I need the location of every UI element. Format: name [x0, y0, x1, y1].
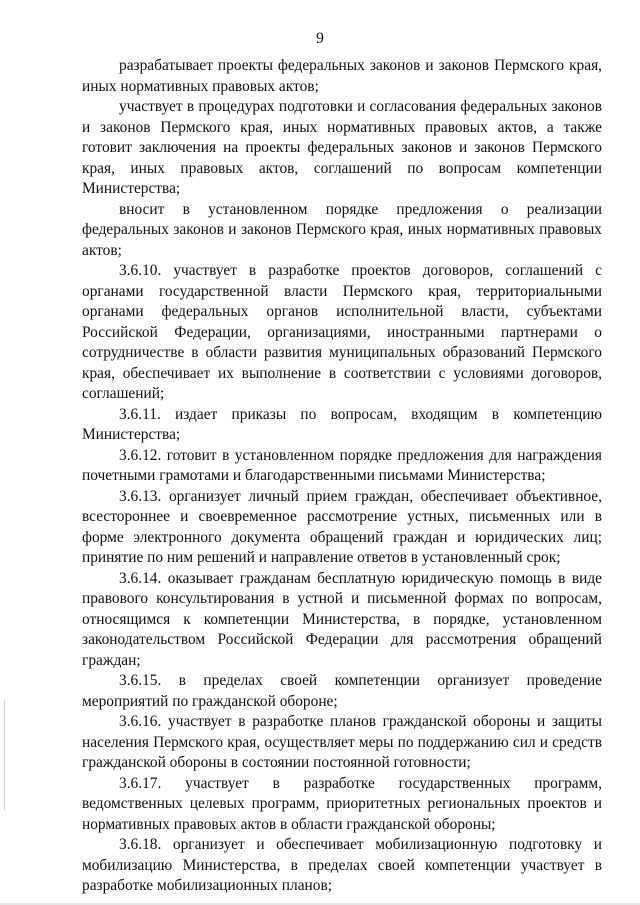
scan-edge-mark — [4, 700, 5, 810]
paragraph: участвует в процедурах подготовки и согласования федеральных законов и законов Пермского края, иных нормативных правовых актов, а также готовит заключения на проекты федеральных законов и законов Пермского края, иных правовых актов, соглашений по вопросам компетенции Министерства; — [82, 98, 602, 197]
paragraph: вносит в установленном порядке предложения о реализации федеральных законов и законов Пермского края, иных нормативных правовых актов; — [82, 200, 602, 259]
paragraph: 3.6.12. готовит в установленном порядке предложения для награждения почетными грамотами и благодарственными письмами Министерства; — [82, 446, 602, 484]
paragraph: разрабатывает проекты федеральных законов и законов Пермского края, иных нормативных правовых актов; — [82, 57, 602, 95]
page-number: 9 — [316, 30, 324, 47]
paragraph: 3.6.18. организует и обеспечивает мобилизационную подготовку и мобилизацию Министерства, в пределах своей компетенции участвует в разработке мобилизационных планов; — [82, 836, 602, 894]
paragraph: 3.6.16. участвует в разработке планов гражданской обороны и защиты населения Пермского края, осуществляет меры по поддержанию сил и средств гражданской обороны в состоянии постоянной готовности; — [82, 713, 602, 771]
paragraph: 3.6.17. участвует в разработке государственных программ, ведомственных целевых программ, приоритетных региональных проектов и нормативных правовых актов в области гражданской обороны; — [82, 774, 602, 833]
paragraph: 3.6.11. издает приказы по вопросам, входящим в компетенцию Министерства; — [82, 405, 602, 443]
paragraph: 3.6.10. участвует в разработке проектов договоров, соглашений с органами государственной власти Пермского края, территориальными органами федеральных органов исполнительной власти, субъектами Российской Федерации, организациями, иностранными партнерами о сотрудничестве в области развития муниципальных образований Пермского края, обеспечивает их выполнение в соответствии с условиями договоров, соглашений; — [82, 262, 602, 402]
paragraph: 3.6.14. оказывает гражданам бесплатную юридическую помощь в виде правового консультирования в устной и письменной формах по вопросам, относящимся к компетенции Министерства, в порядке, установленном законодательством Российской Федерации для рассмотрения обращений граждан; — [82, 569, 602, 669]
paragraph: 3.6.15. в пределах своей компетенции организует проведение мероприятий по гражданской обороне; — [82, 672, 602, 710]
document-body — [82, 56, 602, 897]
paragraph: 3.6.13. организует личный прием граждан, обеспечивает объективное, всестороннее и своевременное рассмотрение устных, письменных или в форме электронного документа обращений граждан и юридических лиц; принятие по ним решений и направление ответов в установленный срок; — [82, 487, 602, 566]
